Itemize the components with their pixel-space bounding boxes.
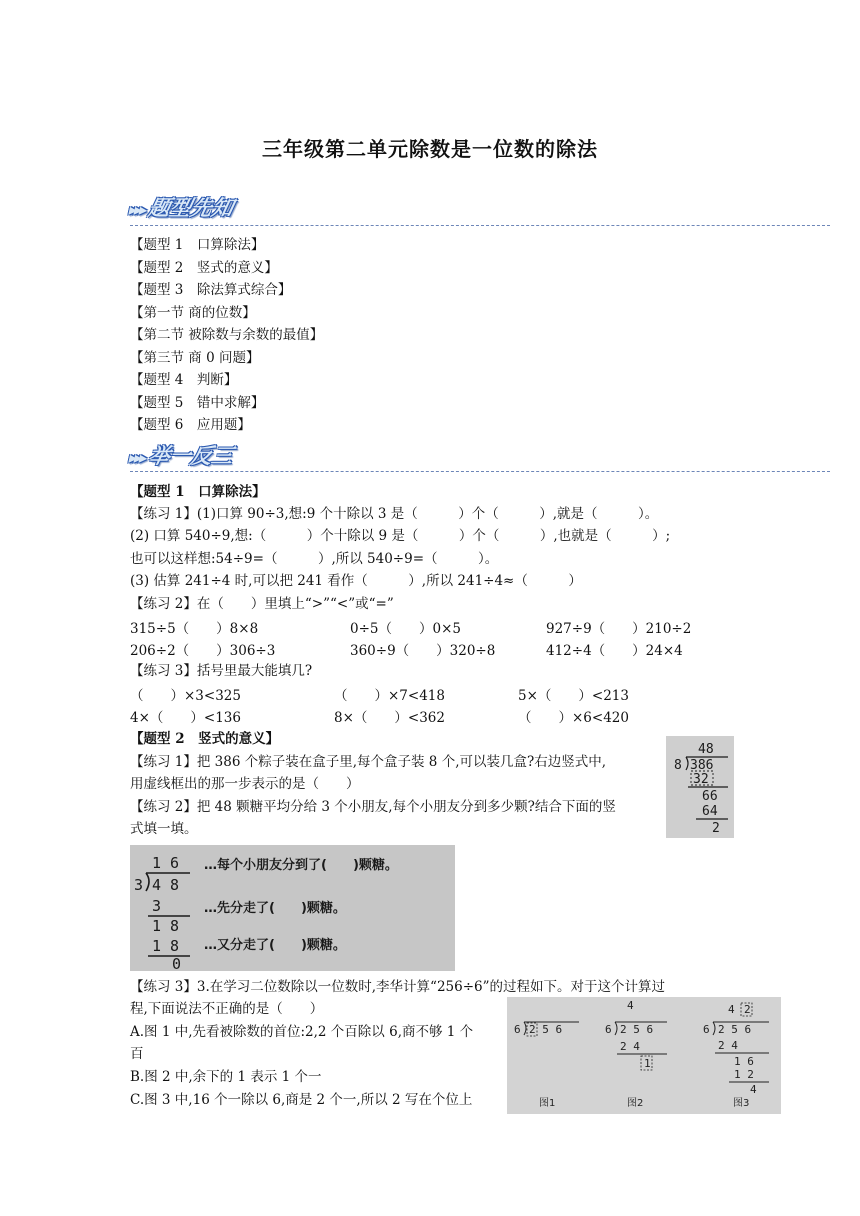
subtract-step: 2 4 xyxy=(620,1040,640,1053)
topic-item: 【题型 6 应用题】 xyxy=(130,417,251,433)
practice-line: 也可以这样想:54÷9=（ ）,所以 540÷9=（ ）。 xyxy=(130,551,499,567)
compare-item: 412÷4（ ）24×4 xyxy=(546,643,683,659)
option-a: A.图 1 中,先看被除数的首位:2,2 个百除以 6,商不够 1 个 xyxy=(130,1024,474,1040)
fill-item: （ ）×6<420 xyxy=(518,710,629,726)
subtract-step: 64 xyxy=(702,804,718,819)
fill-item: （ ）×7<418 xyxy=(334,688,445,704)
remainder: 1 xyxy=(644,1057,651,1070)
dividend: 4 8 xyxy=(152,876,180,894)
remainder-step: 1 8 xyxy=(152,917,180,935)
topic-item: 【题型 1 口算除法】 xyxy=(130,237,265,253)
section-header-practice xyxy=(127,440,236,470)
practice-line: 【练习 2】在（ ）里填上“>”“<”或“=” xyxy=(130,596,394,612)
quotient: 1 6 xyxy=(152,854,180,872)
fill-row xyxy=(0,684,860,704)
topic-list xyxy=(130,234,323,437)
option-b: B.图 2 中,余下的 1 表示 1 个一 xyxy=(130,1069,322,1085)
topic-item: 【第二节 被除数与余数的最值】 xyxy=(130,327,324,343)
divisor: 3 xyxy=(134,876,144,894)
final-remainder: 4 xyxy=(750,1083,757,1096)
quotient: 48 xyxy=(698,742,714,757)
subtract-step: 1 2 xyxy=(734,1068,754,1081)
topic2-heading: 【题型 2 竖式的意义】 xyxy=(130,731,280,747)
subtract-step: 32 xyxy=(693,772,709,787)
dividend: 2 5 6 xyxy=(529,1023,563,1036)
subtract-step: 2 4 xyxy=(718,1039,738,1052)
practice-line: 式填一填。 xyxy=(130,821,198,837)
section-divider xyxy=(130,225,830,226)
dividend: 2 5 6 xyxy=(718,1023,752,1036)
topic1-heading: 【题型 1 口算除法】 xyxy=(130,484,266,500)
division-photo-48 xyxy=(130,845,455,971)
final-remainder: 2 xyxy=(712,821,720,836)
dividend: 2 5 6 xyxy=(620,1023,654,1036)
figure-caption: 图1 xyxy=(539,1098,556,1109)
practice-line: 程,下面说法不正确的是（ ） xyxy=(130,1001,324,1017)
final-remainder: 0 xyxy=(172,955,182,971)
triple-arrow-icon: ▸▸▸ xyxy=(127,200,147,219)
figure-1 xyxy=(514,1022,579,1109)
fill-item: 4×（ ）<136 xyxy=(130,710,241,726)
practice-line: 【练习 1】(1)口算 90÷3,想:9 个十除以 3 是（ ）个（ ）,就是（ ）。 xyxy=(130,506,659,522)
note: …又分走了( )颗糖。 xyxy=(204,938,346,953)
fill-item: 5×（ ）<213 xyxy=(518,688,629,704)
note: …每个小朋友分到了( )颗糖。 xyxy=(204,858,398,873)
quotient: 4 xyxy=(728,1003,735,1016)
compare-row xyxy=(0,639,860,659)
subtract-step: 1 8 xyxy=(152,937,180,955)
fill-item: 8×（ ）<362 xyxy=(334,710,445,726)
fill-row xyxy=(0,706,860,726)
figure-caption: 图3 xyxy=(733,1098,750,1109)
option-a-cont: 百 xyxy=(130,1046,144,1062)
topic-item: 【题型 2 竖式的意义】 xyxy=(130,259,278,276)
remainder-step: 66 xyxy=(702,789,718,804)
division-photo-256 xyxy=(507,997,781,1114)
divisor: 8 xyxy=(674,758,682,773)
topic-item: 【第一节 商的位数】 xyxy=(130,304,256,321)
option-c: C.图 3 中,16 个一除以 6,商是 2 个一,所以 2 写在个位上 xyxy=(130,1092,473,1108)
section-divider xyxy=(130,471,830,472)
figure-caption: 图2 xyxy=(627,1098,644,1109)
topic-item: 【题型 3 除法算式综合】 xyxy=(130,282,292,298)
compare-item: 315÷5（ ）8×8 xyxy=(130,621,259,637)
divisor: 6 xyxy=(703,1023,710,1036)
practice-line: 【练习 3】3.在学习二位数除以一位数时,李华计算“256÷6”的过程如下。对于这个计算过 xyxy=(130,979,666,995)
practice-line: 【练习 3】括号里最大能填几? xyxy=(130,663,313,679)
remainder-step: 1 6 xyxy=(734,1055,754,1068)
figure-3 xyxy=(703,1003,769,1109)
practice-line: 用虚线框出的那一步表示的是（ ） xyxy=(130,776,360,792)
topic-item: 【第三节 商 0 问题】 xyxy=(130,349,260,366)
quotient: 4 xyxy=(627,999,634,1012)
triple-arrow-icon: ▸▸▸ xyxy=(127,448,147,467)
topic-item: 【题型 4 判断】 xyxy=(130,372,238,388)
practice-line: (2) 口算 540÷9,想:（ ）个十除以 9 是（ ）个（ ）,也就是（ ）; xyxy=(130,528,671,544)
compare-item: 0÷5（ ）0×5 xyxy=(350,621,461,637)
section-header-text: 举一反三 xyxy=(146,444,236,468)
practice-line: 【练习 1】把 386 个粽子装在盒子里,每个盒子装 8 个,可以装几盒?右边竖式中, xyxy=(130,754,607,770)
divisor: 6 xyxy=(514,1023,521,1036)
compare-item: 927÷9（ ）210÷2 xyxy=(546,621,692,637)
section-header-text: 题型先知 xyxy=(146,196,236,220)
subtract-step: 3 xyxy=(152,897,162,915)
compare-item: 206÷2（ ）306÷3 xyxy=(130,643,276,659)
compare-row xyxy=(0,617,860,637)
section-header-preview xyxy=(127,192,236,222)
compare-item: 360÷9（ ）320÷8 xyxy=(350,643,496,659)
topic-item: 【题型 5 错中求解】 xyxy=(130,394,265,411)
practice-line: (3) 估算 241÷4 时,可以把 241 看作（ ）,所以 241÷4≈（ ） xyxy=(130,573,582,589)
practice-line: 【练习 2】把 48 颗糖平均分给 3 个小朋友,每个小朋友分到多少颗?结合下面的竖 xyxy=(130,799,616,815)
dividend: 386 xyxy=(690,758,714,773)
divisor: 6 xyxy=(605,1023,612,1036)
figure-2 xyxy=(605,999,667,1109)
quotient: 2 xyxy=(744,1003,751,1016)
note: …先分走了( )颗糖。 xyxy=(204,901,346,916)
page-title: 三年级第二单元除数是一位数的除法 xyxy=(262,137,598,161)
fill-item: （ ）×3<325 xyxy=(130,688,241,704)
division-photo-386 xyxy=(666,736,734,838)
